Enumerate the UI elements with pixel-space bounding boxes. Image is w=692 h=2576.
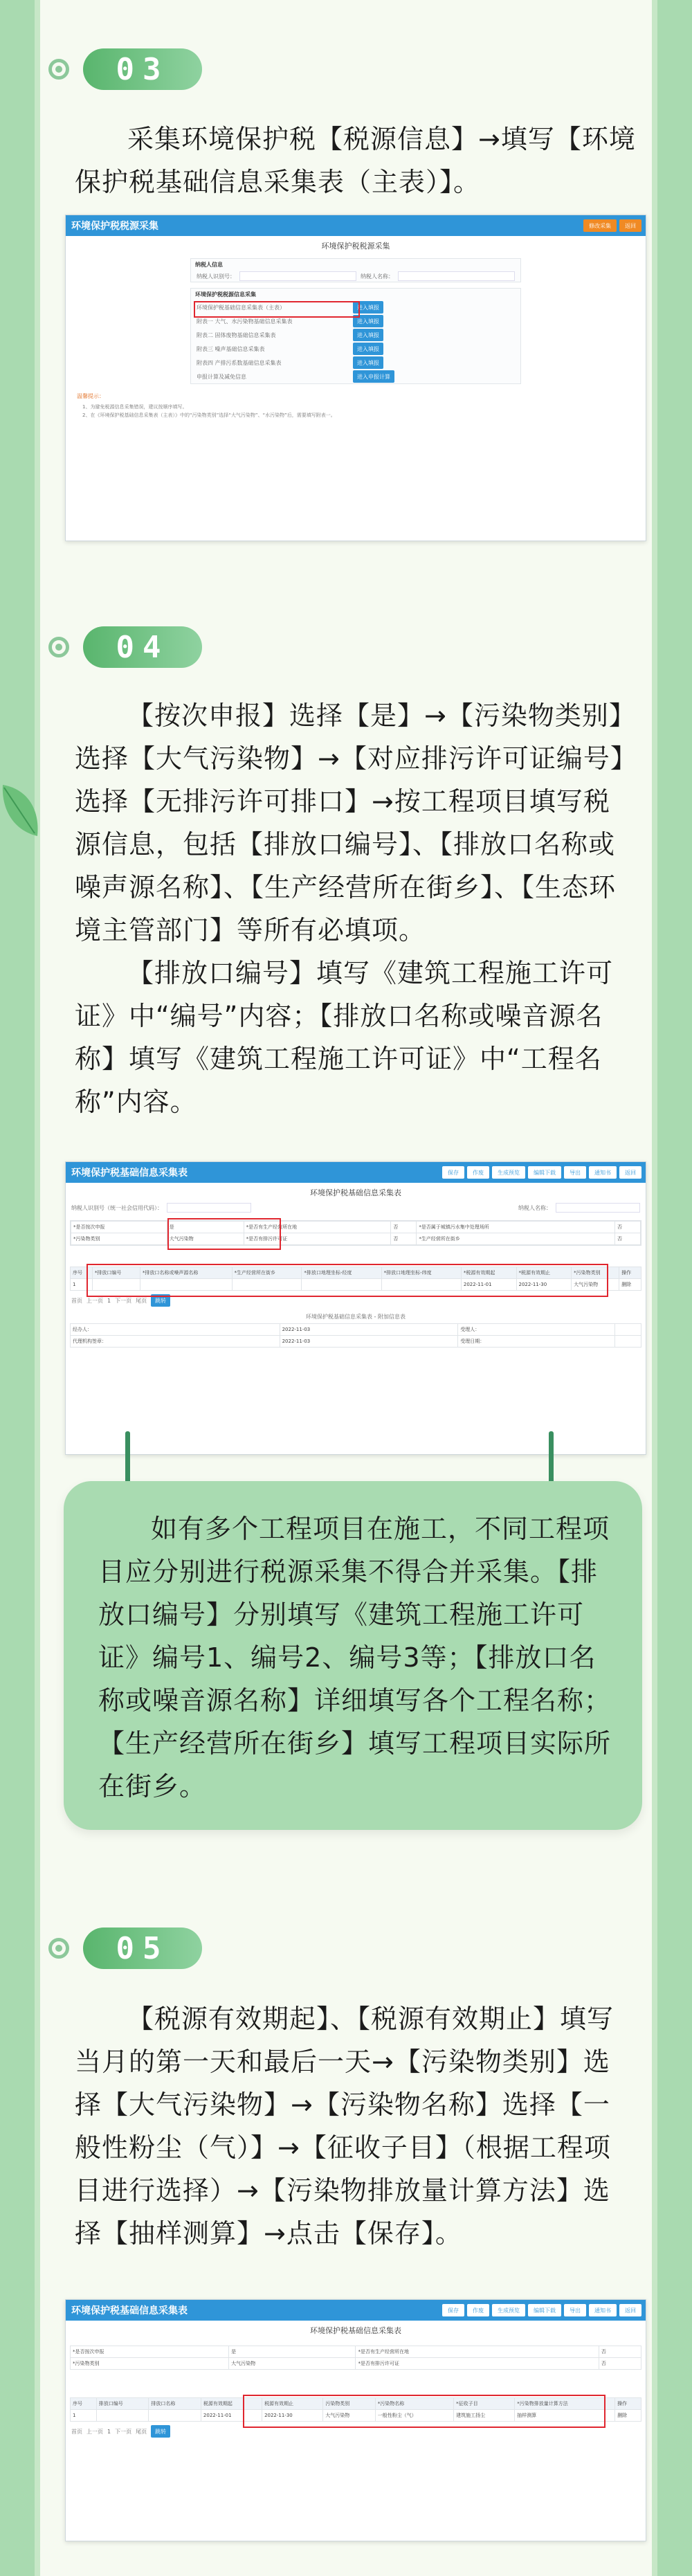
cell-value[interactable]: 是 — [229, 2346, 356, 2358]
cell-label: *是否按次申报 — [71, 1222, 167, 1233]
title-bar — [66, 1162, 646, 1183]
col-header: 排放口编号 — [96, 2398, 149, 2410]
footer-value: 2022-11-03 — [280, 1324, 458, 1336]
cell-label: *是否有排污许可证 — [244, 1233, 391, 1245]
footer-value: 2022-11-03 — [280, 1336, 458, 1348]
col-header: 序号 — [71, 2398, 97, 2410]
form-title: 环境保护税税源采集 — [321, 242, 390, 251]
pollutant-grid — [70, 2397, 641, 2422]
field-label: 纳税人名称： — [518, 1204, 552, 1211]
modify-button[interactable]: 修改采集 — [583, 219, 617, 232]
form-table — [70, 2346, 641, 2370]
void-button[interactable]: 作废 — [467, 2304, 489, 2316]
row-label: 环境保护税基础信息采集表（主表） — [197, 304, 285, 311]
enter-button[interactable]: 进入填报 — [353, 301, 383, 314]
col-header: 税源有效期止 — [262, 2398, 323, 2410]
save-button[interactable]: 保存 — [442, 2304, 464, 2316]
preview-button[interactable]: 生成预览 — [492, 2304, 525, 2316]
page-number: 1 — [107, 2428, 111, 2435]
first-page-button[interactable]: 首页 — [71, 2428, 82, 2435]
step-04-text — [75, 694, 637, 1123]
outlet-name-cell[interactable] — [149, 2410, 201, 2422]
title-bar — [66, 215, 646, 236]
col-header: *排放口名称或噪声源名称 — [140, 1267, 232, 1279]
prev-page-button[interactable]: 上一页 — [86, 1297, 103, 1304]
footer-label: 受理日期： — [458, 1336, 615, 1348]
step-number: 05 — [83, 1928, 202, 1969]
calc-method-select[interactable]: 抽样测算 — [515, 2410, 615, 2422]
table-cell: 1 — [71, 1279, 93, 1291]
field-label: 纳税人识别号（统一社会信用代码）： — [71, 1204, 163, 1211]
enter-button[interactable]: 进入填报 — [353, 329, 383, 341]
taxpayer-section — [190, 258, 521, 282]
page-number: 1 — [107, 1297, 111, 1304]
field-label: 纳税人名称： — [361, 273, 394, 280]
start-date-input[interactable]: 2022-11-01 — [201, 2410, 262, 2422]
connector — [125, 1431, 130, 1488]
form-grid — [70, 1220, 641, 1246]
paragraph: 【排放口编号】填写《建筑工程施工许可证》中“编号”内容；【排放口名称或噪音源名称】填写《建筑工程施工许可证》中“工程名称”内容。 — [75, 958, 614, 1117]
field-value — [398, 271, 515, 281]
pollutant-type-select[interactable]: 大气污染物 — [323, 2410, 376, 2422]
cell-label: *污染物类别 — [71, 2358, 229, 2370]
enter-button[interactable]: 进入填报 — [353, 315, 383, 327]
field-value — [167, 1203, 251, 1213]
footer-table — [70, 1323, 641, 1348]
screenshot-tax-source — [65, 215, 646, 541]
footer-heading: 环境保护税基础信息采集表 - 附加信息表 — [306, 1314, 406, 1320]
back-button[interactable]: 返回 — [619, 2304, 641, 2316]
start-date-input[interactable]: 2022-11-01 — [461, 1279, 516, 1291]
field-label: 纳税人识别号： — [197, 273, 235, 280]
form-table — [71, 1221, 641, 1245]
pollutant-name-select[interactable]: 一般性粉尘（气） — [375, 2410, 453, 2422]
cell-label: *是否属于城镇污水集中处理场所 — [417, 1222, 615, 1233]
step-05-header — [48, 1928, 202, 1969]
export-button[interactable]: 导出 — [564, 2304, 586, 2316]
section-heading: 环境保护税税源信息采集 — [195, 291, 256, 298]
cell-value[interactable]: 大气污染物 — [229, 2358, 356, 2370]
section-heading: 纳税人信息 — [195, 262, 223, 268]
tips — [66, 403, 646, 419]
enter-button[interactable]: 进入填报 — [353, 356, 383, 369]
export-button[interactable]: 导出 — [564, 1166, 586, 1179]
bullet-icon — [48, 1938, 69, 1959]
col-header: *排放口编号 — [92, 1267, 140, 1279]
title: 环境保护税基础信息采集表 — [71, 1168, 188, 1179]
preview-button[interactable]: 生成预览 — [492, 1166, 525, 1179]
cell-value[interactable]: 否 — [599, 2346, 641, 2358]
enter-button[interactable]: 进入填报 — [353, 343, 383, 355]
step-03-header — [48, 48, 202, 90]
back-button[interactable]: 返回 — [619, 1166, 641, 1179]
tip-title: 温馨提示： — [77, 393, 104, 399]
col-header: 操作 — [619, 1267, 641, 1279]
col-header: *污染物名称 — [375, 2398, 453, 2410]
col-header: *税源有效期起 — [461, 1267, 516, 1279]
col-header: 税源有效期起 — [201, 2398, 262, 2410]
notice-button[interactable]: 通知书 — [589, 2304, 617, 2316]
row-label: 附表三 噪声基础信息采集表 — [197, 345, 265, 352]
download-button[interactable]: 编辑下载 — [528, 2304, 561, 2316]
cell-value[interactable]: 否 — [391, 1222, 417, 1233]
row-label: 附表四 产排污系数基础信息采集表 — [197, 359, 282, 366]
paragraph: 【按次申报】选择【是】→【污染物类别】选择【大气污染物】→【对应排污许可证编号】选择【无排污许可排口】→按工程项目填写税源信息，包括【排放口编号】、【排放口名称或噪声源名称】、【生产经营所在街乡】、【生态环境主管部门】等所有必填项。 — [75, 700, 636, 945]
title: 环境保护税税源采集 — [71, 221, 158, 232]
cell-value[interactable]: 否 — [599, 2358, 641, 2370]
step-number: 03 — [83, 48, 202, 90]
footer-label: 经办人： — [71, 1324, 280, 1336]
delete-button[interactable]: 删除 — [619, 1279, 641, 1291]
step-04-header — [48, 626, 202, 668]
footer-label: 受理人： — [458, 1324, 615, 1336]
bullet-icon — [48, 59, 69, 80]
last-page-button[interactable]: 尾页 — [136, 1297, 147, 1304]
save-button[interactable]: 保存 — [442, 1166, 464, 1179]
field-value — [239, 271, 356, 281]
col-header: *污染物类别 — [572, 1267, 619, 1279]
col-header: *生产经营所在街乡 — [232, 1267, 302, 1279]
source-section — [190, 288, 521, 384]
per-time-select[interactable]: 是 — [167, 1222, 244, 1233]
cell-label: *生产经营所在街乡 — [417, 1233, 615, 1245]
tip-item: 1、为避免税源信息采集错误，建议按顺序填写。 — [82, 404, 188, 410]
cell-label: *是否有生产经营所在地 — [356, 2346, 599, 2358]
form-title: 环境保护税基础信息采集表 — [310, 2326, 401, 2335]
pollutant-type-select[interactable]: 大气污染物 — [167, 1233, 244, 1245]
tip-item: 2、在《环境保护税基础信息采集表（主表）》中的“污染物类别”选择“大气污染物”、“水污染物”后，需要填写附表一。 — [82, 412, 336, 418]
col-header: *税源有效期止 — [516, 1267, 572, 1279]
highlight-box — [194, 301, 360, 318]
field-value — [556, 1203, 640, 1213]
row-label: 申报计算及减免信息 — [197, 373, 246, 380]
prev-page-button[interactable]: 上一页 — [86, 2428, 103, 2435]
last-page-button[interactable]: 尾页 — [136, 2428, 147, 2435]
col-header: *污染物排放量计算方法 — [515, 2398, 615, 2410]
note-text: 如有多个工程项目在施工，不同工程项目应分别进行税源采集不得合并采集。【排放口编号】分别填写《建筑工程施工许可证》编号1、编号2、编号3等；【排放口名称或噪音源名称】详细填写各个工程名称；【生产经营所在街乡】填写工程项目实际所在街乡。 — [98, 1514, 612, 1802]
col-header: 排放口名称 — [149, 2398, 201, 2410]
notice-button[interactable]: 通知书 — [589, 1166, 617, 1179]
note-card — [64, 1481, 642, 1830]
col-header: 污染物类别 — [323, 2398, 376, 2410]
col-header: 序号 — [71, 1267, 93, 1279]
title-bar — [66, 2300, 646, 2321]
paragraph: 采集环境保护税【税源信息】→填写【环境保护税基础信息采集表（主表）】。 — [75, 124, 636, 197]
screenshot-basic-info — [65, 1161, 646, 1455]
bullet-icon — [48, 637, 69, 657]
title: 环境保护税基础信息采集表 — [71, 2305, 188, 2316]
connector — [549, 1431, 554, 1488]
cell-label: *是否有生产经营所在地 — [244, 1222, 391, 1233]
form-title: 环境保护税基础信息采集表 — [310, 1188, 401, 1197]
cell-value[interactable]: 否 — [614, 1233, 640, 1245]
next-page-button[interactable]: 下一页 — [115, 2428, 132, 2435]
footer-label: 代理机构签章： — [71, 1336, 280, 1348]
end-date-input[interactable]: 2022-11-30 — [516, 1279, 572, 1291]
sub-item-select[interactable]: 建筑施工扬尘 — [454, 2410, 515, 2422]
leaf-icon — [0, 782, 42, 840]
back-button[interactable]: 返回 — [619, 219, 641, 232]
end-date-input[interactable]: 2022-11-30 — [262, 2410, 323, 2422]
cell-label: *污染物类别 — [71, 1233, 167, 1245]
col-header: *排放口地理坐标-经度 — [302, 1267, 381, 1279]
next-page-button[interactable]: 下一页 — [115, 1297, 132, 1304]
delete-button[interactable]: 删除 — [615, 2410, 641, 2422]
enter-button[interactable]: 进入申报计算 — [353, 370, 394, 383]
jump-button[interactable]: 跳转 — [151, 1294, 170, 1307]
highlight-box — [86, 1264, 608, 1297]
step-05-text — [75, 1997, 637, 2255]
download-button[interactable]: 编辑下载 — [528, 1166, 561, 1179]
screenshot-save — [65, 2299, 646, 2541]
step-03-text — [75, 118, 637, 203]
col-header: *征收子目 — [454, 2398, 515, 2410]
cell-label: *是否按次申报 — [71, 2346, 229, 2358]
first-page-button[interactable]: 首页 — [71, 1297, 82, 1304]
cell-value[interactable]: 否 — [391, 1233, 417, 1245]
outlet-code-cell[interactable] — [96, 2410, 149, 2422]
paragraph: 【税源有效期起】、【税源有效期止】填写当月的第一天和最后一天→【污染物类别】选择【大气污染物】→【污染物名称】选择【一般性粉尘（气）】→【征收子目】（根据工程项目进行选择）→【污染物排放量计算方法】选择【抽样测算】→点击【保存】。 — [75, 2004, 614, 2249]
col-header: 操作 — [615, 2398, 641, 2410]
row-label: 附表一 大气、水污染物基础信息采集表 — [197, 318, 293, 325]
step-number: 04 — [83, 626, 202, 668]
cell-label: *是否有排污许可证 — [356, 2358, 599, 2370]
highlight-box — [167, 1218, 281, 1250]
row-label: 附表二 固体废物基础信息采集表 — [197, 332, 276, 338]
pollutant-select[interactable]: 大气污染物 — [572, 1279, 619, 1291]
void-button[interactable]: 作废 — [467, 1166, 489, 1179]
table-cell: 1 — [71, 2410, 97, 2422]
jump-button[interactable]: 跳转 — [151, 2425, 170, 2438]
cell-value[interactable]: 否 — [614, 1222, 640, 1233]
source-grid — [70, 1267, 641, 1291]
highlight-box — [243, 2395, 606, 2428]
col-header: *排放口地理坐标-纬度 — [381, 1267, 461, 1279]
